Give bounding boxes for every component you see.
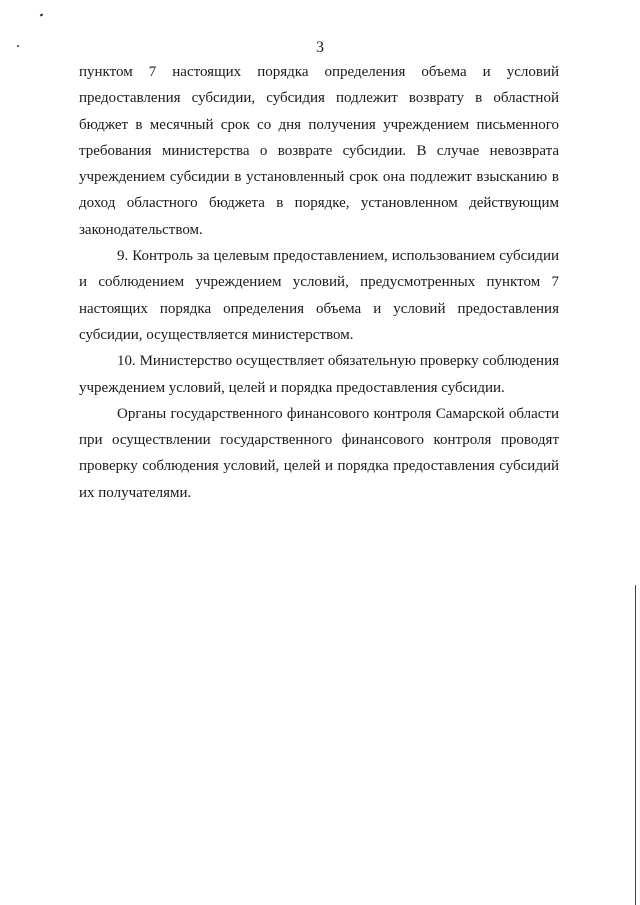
paragraph-item-9: 9. Контроль за целевым предоставлением, использованием субсидии и соблюдением учреждением условий, предусмотренных пунктом 7 настоящих порядка определения объема и условий предоставления субсидии, осуществляется министерством. xyxy=(79,248,559,343)
paragraph-continuation: пунктом 7 настоящих порядка определения объема и условий предоставления субсидии, субсидия подлежит возврату в областной бюджет в месячный срок со дня получения учреждением письменного требования министерства о возврате субсидии. В случае невозврата учреждением субсидии в установленный срок она подлежит взысканию в доход областного бюджета в порядке, установленном действующим законодательством. xyxy=(79,64,559,238)
scan-speck xyxy=(40,13,44,16)
paragraph-financial-control: Органы государственного финансового контроля Самарской области при осуществлении государственного финансового контроля проводят проверку соблюдения условий, целей и порядка предоставления субсидий их получателями. xyxy=(79,405,559,501)
paragraph-item-10: 10. Министерство осуществляет обязательную проверку соблюдения учреждением условий, целей и порядка предоставления субсидии. xyxy=(79,353,559,396)
document-body xyxy=(79,59,559,506)
scan-edge-line xyxy=(635,585,636,905)
page-number: 3 xyxy=(316,39,324,56)
